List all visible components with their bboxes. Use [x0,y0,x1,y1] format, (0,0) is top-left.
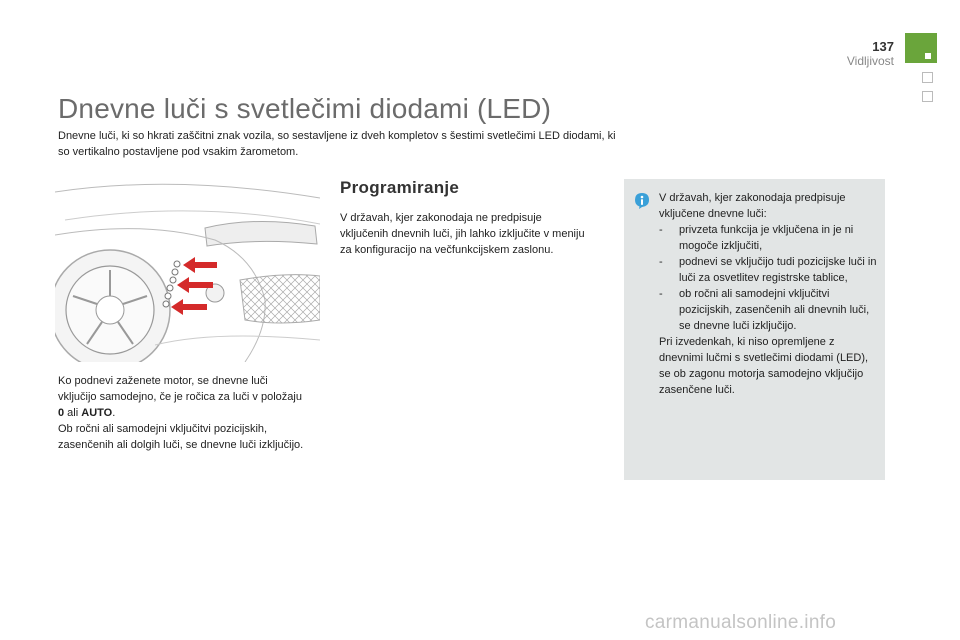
list-item-text: privzeta funkcija je vključena in je ni mogoče izključiti, [679,224,854,252]
info-footer: Pri izvedenkah, ki niso opremljene z dnevnimi lučmi s svetlečimi diodami (LED), se ob zagonu motorja samodejno vključijo zasenčene luči. [659,336,869,396]
section-tab-active[interactable] [905,33,937,63]
info-box [624,179,885,480]
section-tab-empty-2[interactable] [922,91,933,102]
programming-heading: Programiranje [340,178,460,197]
info-intro: V državah, kjer zakonodaja predpisuje vključene dnevne luči: [659,192,846,220]
car-front-illustration [55,180,320,362]
page-header [847,40,894,68]
left-text-dot: . [112,407,116,419]
section-tab-empty-1[interactable] [922,72,933,83]
list-dash: - [659,288,663,300]
page-title: Dnevne luči s svetlečimi diodami (LED) [58,93,552,124]
left-text-ali: ali [64,407,82,419]
page-number: 137 [872,39,894,54]
tab-marker-icon [925,53,931,59]
left-text-a: Ko podnevi zaženete motor, se dnevne luči vključijo samodejno, če je ročica za luči v položaju [58,375,302,403]
info-icon [633,192,651,210]
programming-paragraph: V državah, kjer zakonodaja ne predpisuje vključenih dnevnih luči, jih lahko izključite v meniju za konfiguracijo na večfunkcijskem zaslonu. [340,212,585,256]
list-item [659,286,879,334]
list-item-text: ob ročni ali samodejni vključitvi pozicijskih, zasenčenih ali dnevnih luči, se dnevne luči izključijo. [679,288,870,332]
info-content [659,190,879,398]
position-auto: AUTO [81,407,113,419]
left-text-b: Ob ročni ali samodejni vključitvi pozicijskih, zasenčenih ali dolgih luči, se dnevne luči izključijo. [58,423,304,451]
left-paragraph [58,373,308,453]
list-dash: - [659,224,663,236]
list-item [659,254,879,286]
intro-paragraph: Dnevne luči, ki so hkrati zaščitni znak vozila, so sestavljene iz dveh kompletov s šestimi svetlečimi LED diodami, ki so vertikalno postavljene pod vsakim žarometom. [58,130,616,158]
info-list [659,222,879,334]
list-item-text: podnevi se vključijo tudi pozicijske luči in luči za osvetlitev registrske tablice, [679,256,877,284]
list-dash: - [659,256,663,268]
watermark: carmanualsonline.info [645,612,837,633]
list-item [659,222,879,254]
section-name: Vidljivost [846,54,894,68]
position-zero: 0 [58,407,65,419]
